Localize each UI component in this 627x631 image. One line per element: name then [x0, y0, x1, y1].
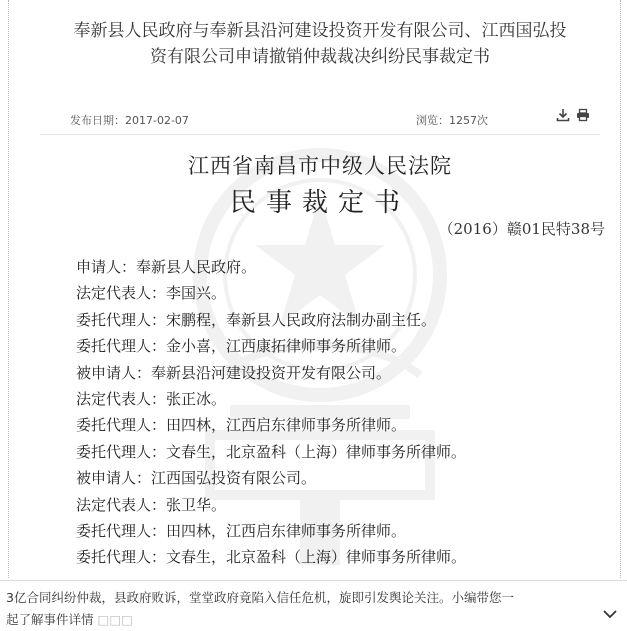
case-number: （2016）赣01民特38号 [438, 220, 605, 238]
caption-line2: 起了解事件详情 [6, 612, 94, 627]
party-line: 法定代表人：张卫华。 [76, 495, 227, 514]
article-meta [40, 108, 600, 130]
party-line: 委托代理人：金小喜，江西康拓律师事务所律师。 [76, 337, 407, 356]
caption-area [0, 580, 627, 630]
party-line: 被申请人：奉新县沿河建设投资开发有限公司。 [76, 363, 392, 382]
print-icon[interactable] [576, 108, 590, 122]
party-line: 委托代理人：田四林，江西启东律师事务所律师。 [76, 416, 407, 435]
caption-dots: □□□ [97, 612, 133, 627]
party-list [76, 254, 606, 571]
court-name: 江西省南昌市中级人民法院 [188, 154, 452, 178]
image-caption [6, 587, 596, 631]
chevron-down-icon[interactable] [603, 609, 617, 619]
party-line: 法定代表人：张正冰。 [76, 389, 227, 408]
party-line: 委托代理人：文春生，北京盈科（上海）律师事务所律师。 [76, 442, 467, 461]
article-title-line1: 奉新县人民政府与奉新县沿河建设投资开发有限公司、江西国弘投 [73, 21, 567, 41]
download-icon[interactable] [556, 108, 570, 122]
article-actions [556, 108, 590, 122]
party-line: 委托代理人：文春生，北京盈科（上海）律师事务所律师。 [76, 548, 467, 567]
party-line: 被申请人：江西国弘投资有限公司。 [76, 469, 317, 488]
publish-date: 发布日期：2017-02-07 [70, 114, 189, 127]
caption-line1: 3亿合同纠纷仲裁，县政府败诉，堂堂政府竟陷入信任危机，旋即引发舆论关注。小编带您一 [6, 590, 514, 605]
party-line: 委托代理人：宋鹏程，奉新县人民政府法制办副主任。 [76, 310, 437, 329]
party-line: 申请人：奉新县人民政府。 [76, 258, 257, 276]
party-line: 委托代理人：田四林，江西启东律师事务所律师。 [76, 521, 407, 540]
document-type: 民事裁定书 [229, 188, 410, 218]
view-count: 浏览：1257次 [416, 114, 488, 127]
article-title [40, 18, 600, 70]
article-title-line2: 资有限公司申请撤销仲裁裁决纠纷民事裁定书 [150, 47, 490, 67]
party-line: 法定代表人：李国兴。 [76, 284, 227, 303]
